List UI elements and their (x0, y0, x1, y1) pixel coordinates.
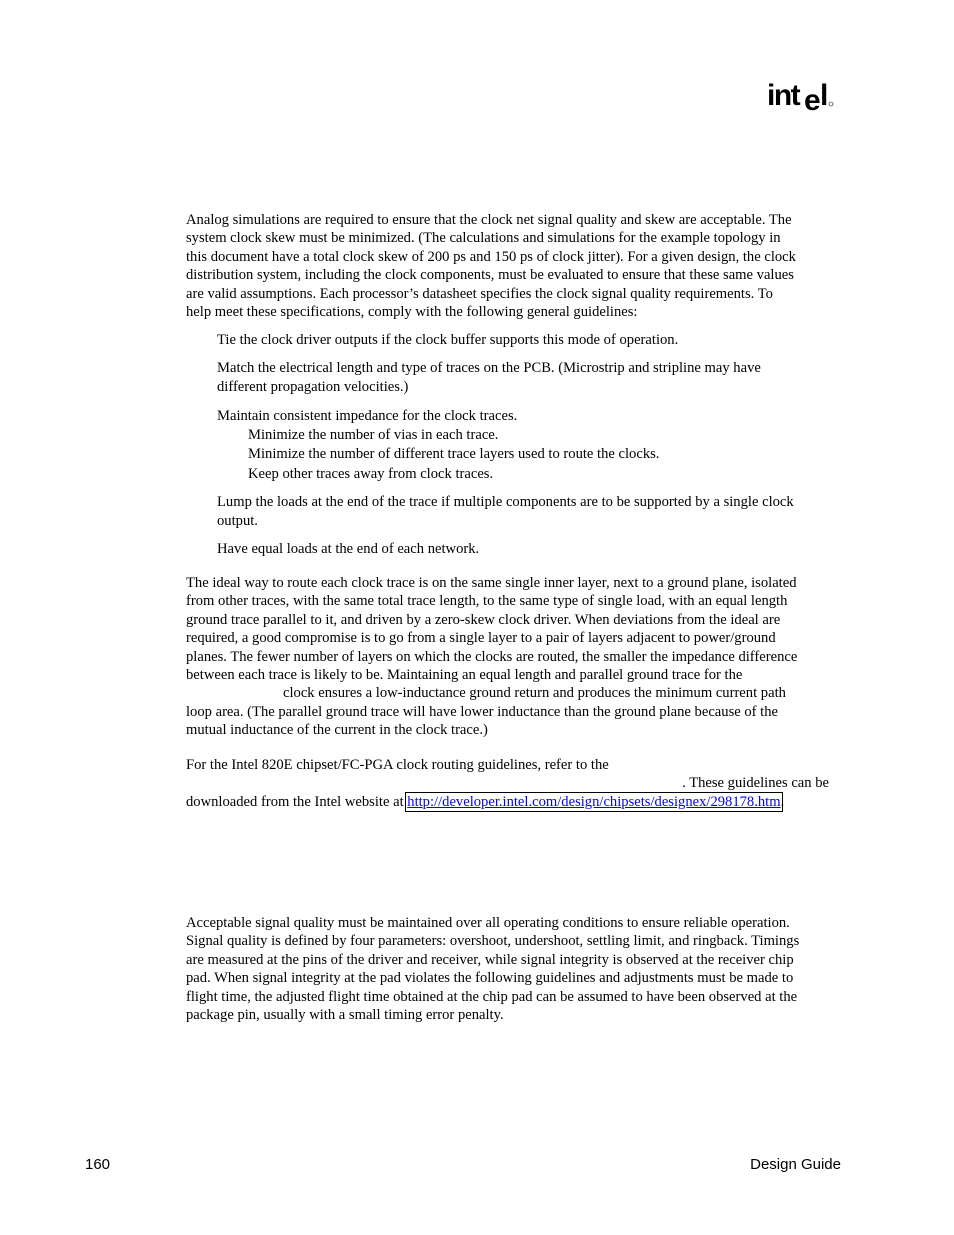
design-guide-link[interactable]: http://developer.intel.com/design/chipsets/designex/298178.htm (407, 793, 781, 810)
guideline-item: Match the electrical length and type of traces on the PCB. (Microstrip and stripline may have (217, 360, 761, 376)
svg-text:e: e (804, 84, 820, 114)
guideline-item-continuation: different propagation velocities.) (217, 379, 409, 395)
text-line: loop area. (The parallel ground trace will have lower inductance than the ground plane because of the (186, 703, 779, 720)
svg-text:l: l (820, 79, 829, 112)
link-prefix-text: downloaded from the Intel website at (186, 793, 408, 810)
guideline-subitem: Minimize the number of vias in each trace. (248, 427, 499, 443)
text-line: For the Intel 820E chipset/FC-PGA clock routing guidelines, refer to the (186, 757, 609, 773)
text-line: flight time, the adjusted flight time obtained at the chip pad can be assumed to have been observed at the (186, 988, 798, 1005)
text-line: . These guidelines can be (682, 775, 829, 792)
link-suffix-text: . (780, 793, 785, 810)
intro-paragraph (186, 211, 841, 321)
guideline-subitem: Keep other traces away from clock traces. (248, 466, 494, 482)
document-title: Design Guide (750, 1156, 841, 1173)
guideline-item: Lump the loads at the end of the trace if multiple components are to be supported by a single clock (217, 494, 794, 510)
guideline-subitem: Minimize the number of different trace layers used to route the clocks. (248, 446, 660, 462)
text-line: are valid assumptions. Each processor’s datasheet specifies the clock signal quality requirements. To (186, 285, 773, 302)
guideline-item: Maintain consistent impedance for the clock traces. (217, 408, 518, 424)
text-line: Analog simulations are required to ensure that the clock net signal quality and skew are acceptable. The (186, 212, 792, 228)
guideline-item: Tie the clock driver outputs if the clock buffer supports this mode of operation. (217, 332, 679, 348)
text-line: Acceptable signal quality must be maintained over all operating conditions to ensure reliable operation. (186, 915, 790, 931)
intel-logo (766, 74, 836, 114)
text-line: this document have a total clock skew of 200 ps and 150 ps of clock jitter). For a given design, the clock (186, 248, 796, 265)
text-line: are measured at the pins of the driver and receiver, while signal integrity is observed at the receiver chip (186, 951, 794, 968)
text-line: pad. When signal integrity at the pad violates the following guidelines and adjustments must be made to (186, 970, 794, 987)
text-line: Signal quality is defined by four parameters: overshoot, undershoot, settling limit, and ringback. Timings (186, 933, 800, 950)
text-line: required, a good compromise is to go from a single layer to a pair of layers adjacent to power/ground (186, 630, 776, 647)
text-line: mutual inductance of the current in the clock trace.) (186, 722, 488, 739)
signal-quality-paragraph (186, 914, 841, 1024)
text-line: ground trace parallel to it, and driven by a zero-skew clock driver. When deviations from the ideal are (186, 611, 781, 628)
page-number: 160 (85, 1156, 111, 1173)
routing-reference-paragraph (186, 756, 841, 811)
text-line: The ideal way to route each clock trace is on the same single inner layer, next to a ground plane, isolated (186, 575, 797, 591)
text-line: distribution system, including the clock components, must be evaluated to ensure that these same values (186, 267, 794, 284)
text-line: package pin, usually with a small timing error penalty. (186, 1007, 504, 1024)
text-line: between each trace is likely to be. Maintaining an equal length and parallel ground trace for the (186, 667, 743, 684)
text-line: system clock skew must be minimized. (The calculations and simulations for the example topology in (186, 230, 781, 247)
guideline-item-continuation: output. (217, 513, 258, 529)
text-line: help meet these specifications, comply with the following general guidelines: (186, 304, 638, 321)
text-line: planes. The fewer number of layers on which the clocks are routed, the smaller the impedance difference (186, 648, 798, 665)
text-line (186, 793, 841, 811)
guideline-item: Have equal loads at the end of each network. (217, 541, 480, 557)
text-line: clock ensures a low-inductance ground return and produces the minimum current path (283, 685, 786, 702)
text-line: from other traces, with the same total trace length, to the same type of single load, with an equal length (186, 593, 788, 610)
svg-text:int: int (767, 79, 800, 112)
ideal-routing-paragraph (186, 574, 841, 740)
